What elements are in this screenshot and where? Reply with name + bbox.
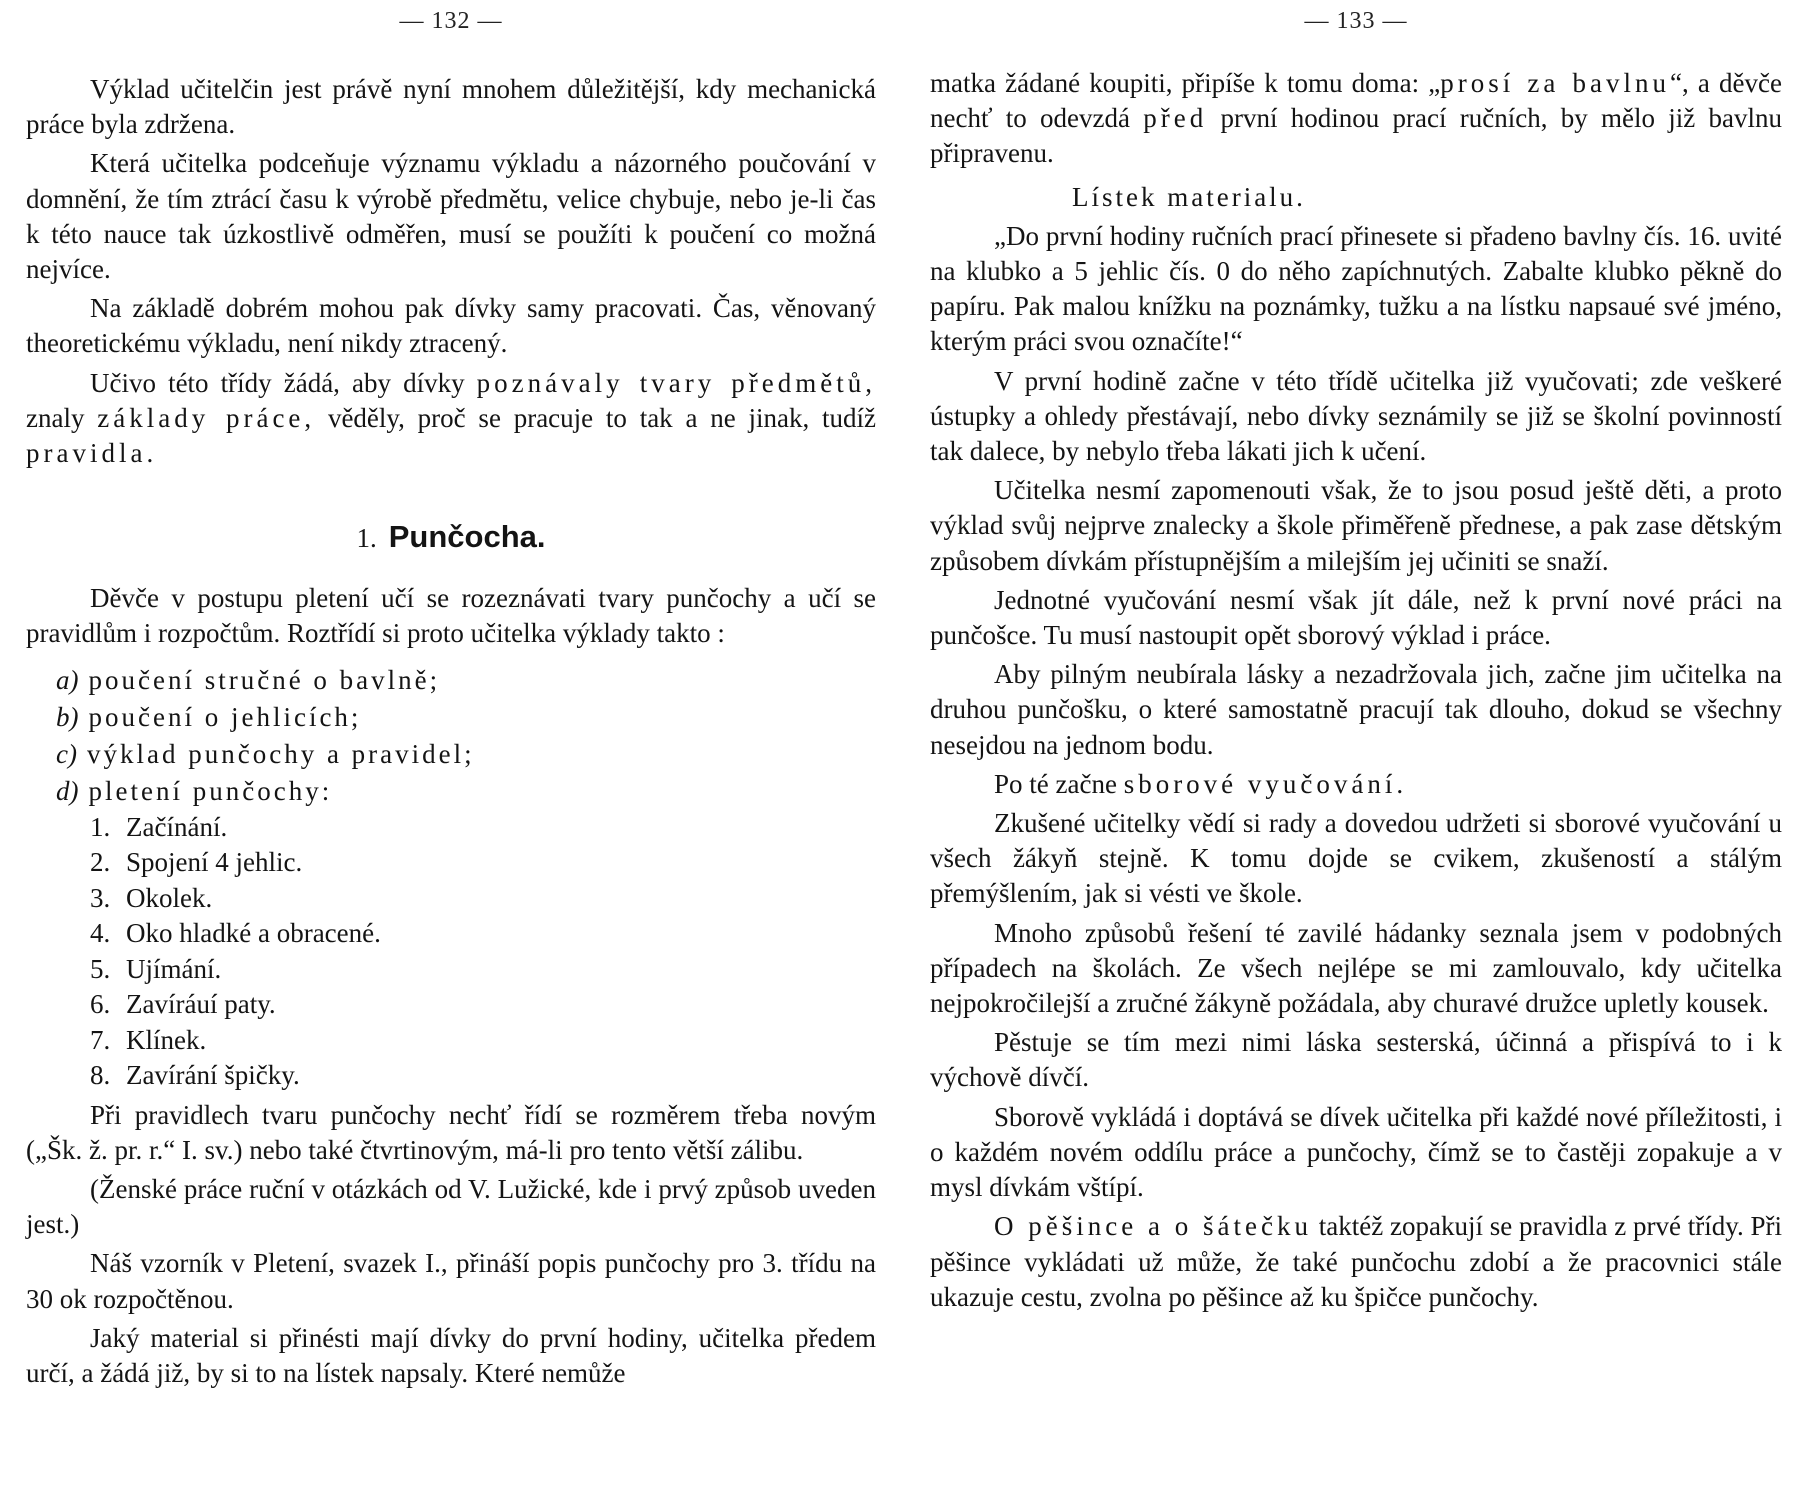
left-text-column <box>26 72 876 1391</box>
section-heading <box>26 519 876 555</box>
list-item: 8. Zavírání špičky. <box>90 1060 300 1091</box>
spaced-emphasis: prosí za bavlnu <box>1440 68 1671 98</box>
list-item: 6. Zavíráuí paty. <box>90 989 276 1020</box>
lettered-list <box>26 662 876 810</box>
section-number: 1. <box>356 523 377 554</box>
paragraph: Výklad učitelčin jest právě nyní mnohem důležitější, kdy mechanická práce byla zdržena. <box>26 74 876 140</box>
paragraph: V první hodině začne v této třídě učitelka již vyučovati; zde veškeré ústupky a ohledy přestávají, nebo dívky seznámily se již se školní povinností tak dalece, by nebylo třeba lákati jich k učení. <box>930 365 1782 467</box>
list-item: 3. Okolek. <box>90 882 213 913</box>
page-number: — 133 — <box>1304 8 1408 34</box>
spaced-emphasis: základy práce, <box>97 402 316 433</box>
paragraph: „Do první hodiny ručních prací přinesete si přadeno bavlny čís. 16. uvité na klubko a 5 jehlic čís. 0 do něho zapíchnutých. Zabalte klubko pěkně do papíru. Pak malou knížku na poznámky, tužku a na lístku napsaué své jméno, kterým práci svou označíte!“ <box>930 220 1782 357</box>
paragraph: Která učitelka podceňuje významu výkladu a názorného poučování v domnění, že tím ztrácí času k výrobě předmětu, velice chybuje, nebo je-li čas k této nauce tak úzkostlivě odměřen, musí se použíti k poučení co možná nejvíce. <box>26 148 876 285</box>
subheading: Lístek materialu. <box>1072 181 1306 212</box>
spaced-emphasis: O pěšince a o šátečku <box>994 1211 1312 1242</box>
spaced-emphasis: poznávaly tvary předmětů, <box>476 367 876 398</box>
paragraph: matka žádané koupiti, připíše k tomu doma: „prosí za bavlnu“, a děvče nechť to odevzdá před první hodinou prací ručních, by mělo již bavlnu připravenu. <box>930 68 1783 169</box>
paragraph: Po té začne sborové vyučování. <box>994 768 1408 799</box>
paragraph: Při pravidlech tvaru punčochy nechť řídí se rozměrem třeba novým („Šk. ž. pr. r.“ I. sv.) nebo také čtvrtinovým, má-li pro tento větší zálibu. <box>26 1099 876 1165</box>
list-item: b) poučení o jehlicích; <box>56 701 362 732</box>
list-item: d) pletení punčochy: <box>56 775 333 806</box>
right-page <box>930 0 1782 1500</box>
page-number: — 132 — <box>399 8 503 34</box>
spaced-emphasis: před <box>1143 103 1208 134</box>
paragraph: Jednotné vyučování nesmí však jít dále, než k první nové práci na punčošce. Tu musí nastoupit opět sborový výklad i práce. <box>930 584 1782 651</box>
list-item: 2. Spojení 4 jehlic. <box>90 847 303 878</box>
paragraph: Pěstuje se tím mezi nimi láska sesterská, účinná a přispívá to i k výchově dívčí. <box>930 1027 1782 1093</box>
right-text-column <box>930 66 1782 1315</box>
list-item: 7. Klínek. <box>90 1024 207 1055</box>
paragraph: Učivo této třídy žádá, aby dívky poznávaly tvary předmětů, znaly základy práce, věděly, proč se pracuje to tak a ne jinak, tudíž pravidla. <box>26 367 876 469</box>
list-item: 4. Oko hladké a obracené. <box>90 918 381 949</box>
paragraph: Jaký material si přinésti mají dívky do první hodiny, učitelka předem určí, a žádá již, by si to na lístek napsaly. Které nemůže <box>26 1322 876 1389</box>
list-item: 1. Začínání. <box>90 811 228 842</box>
spaced-emphasis: sborové vyučování. <box>1123 768 1408 799</box>
list-item: 5. Ujímání. <box>90 953 222 984</box>
numbered-list <box>26 810 876 1094</box>
paragraph: Aby pilným neubírala lásky a nezadržovala jich, začne jim učitelka na druhou punčošku, o které samostatně pracují tak dlouho, dokud se všechny nesejdou na jednom bodu. <box>930 659 1782 760</box>
paragraph: Náš vzorník v Pletení, svazek I., přináší popis punčochy pro 3. třídu na 30 ok rozpočtěnou. <box>26 1248 876 1314</box>
list-item: a) poučení stručné o bavlně; <box>56 664 441 695</box>
paragraph: (Ženské práce ruční v otázkách od V. Lužické, kde i prvý způsob uveden jest.) <box>26 1174 876 1240</box>
left-page <box>26 0 876 1500</box>
spaced-emphasis: pravidla. <box>26 438 158 469</box>
section-title: Punčocha. <box>388 519 546 555</box>
paragraph: O pěšince a o šátečku taktéž zopakují se pravidla z prvé třídy. Při pěšince vykládati už může, že také punčochu zdobí a že pracovnici stále ukazuje cestu, zvolna po pěšince až ku špičce punčochy. <box>930 1211 1783 1312</box>
paragraph: Sborově vykládá i doptává se dívek učitelka při každé nové příležitosti, i o každém novém oddílu práce a punčochy, čímž se to častěji zopakuje a v mysl dívkám vštípí. <box>930 1101 1782 1203</box>
list-item: c) výklad punčochy a pravidel; <box>56 738 475 769</box>
paragraph: Zkušené učitelky vědí si rady a dovedou udržeti si sborové vyučování u všech žákyň stejně. K tomu dojde se cvikem, zkušeností a stálým přemýšlením, jak si vésti ve škole. <box>930 808 1782 909</box>
paragraph: Na základě dobrém mohou pak dívky samy pracovati. Čas, věnovaný theoretickému výkladu, není nikdy ztracený. <box>26 293 876 359</box>
paragraph: Děvče v postupu pletení učí se rozeznávati tvary punčochy a učí se pravidlům i rozpočtům. Roztřídí si proto učitelka výklady takto : <box>26 583 876 649</box>
paragraph: Učitelka nesmí zapomenouti však, že to jsou posud ještě děti, a proto výklad svůj nejprve znalecky a škole přiměřeně přednese, a pak zase dětským způsobem dívkám přístupnějším a milejším jej učiniti se snaží. <box>930 475 1782 576</box>
paragraph: Mnoho způsobů řešení té zavilé hádanky seznala jsem v podobných případech na školách. Ze všech nejlépe se mi zamlouvalo, kdy učitelka nejpokročilejší a zručné žákyně požádala, aby churavé družce upletly kousek. <box>930 917 1782 1019</box>
